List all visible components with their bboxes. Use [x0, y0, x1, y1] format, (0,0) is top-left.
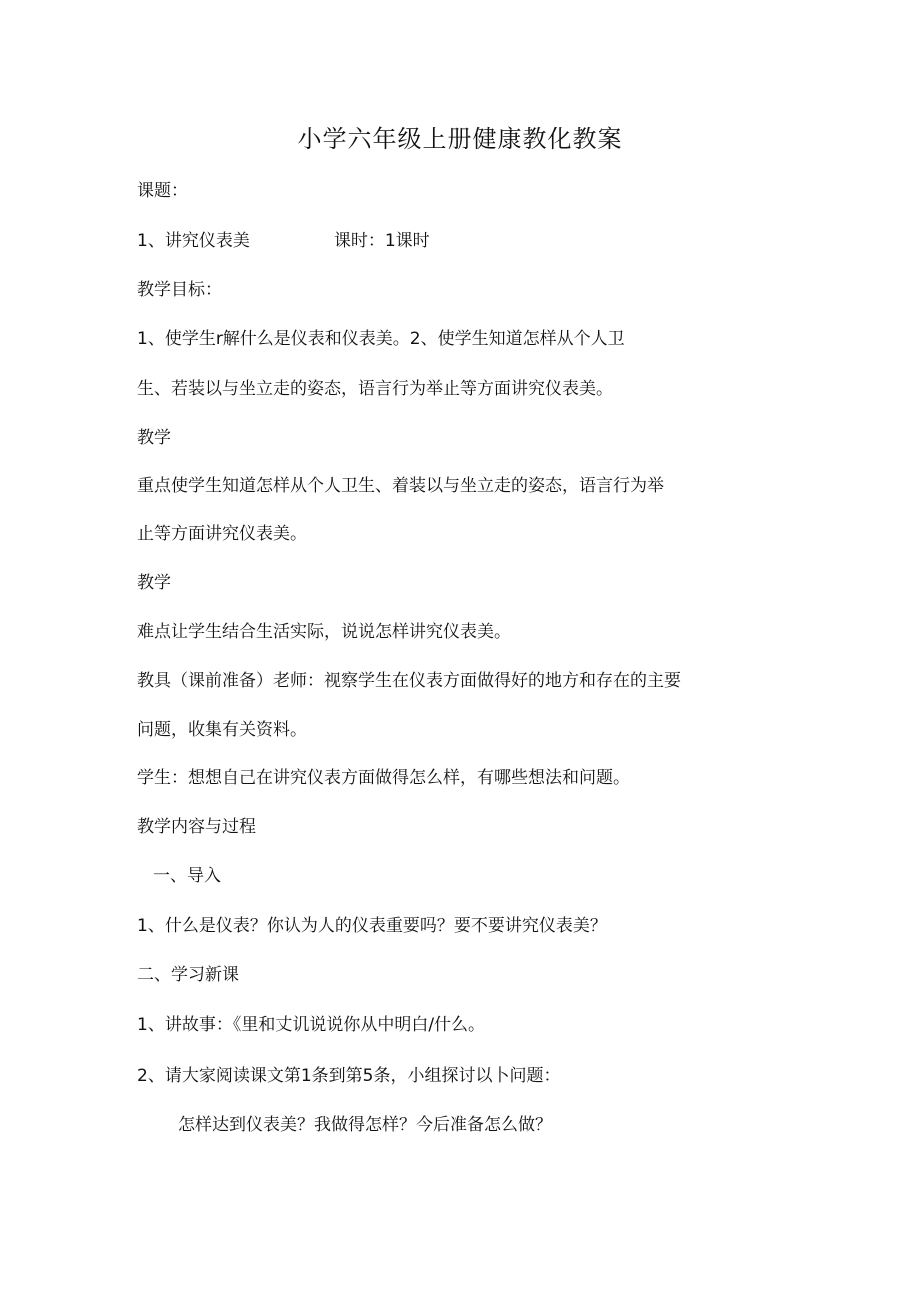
text-line: 重点使学生知道怎样从个人卫生、着装以与坐立走的姿态，语言行为举	[137, 476, 664, 496]
text-line: 教学内容与过程	[137, 817, 256, 837]
text-line: 教具（课前准备）老师：视察学生在仪表方面做得好的地方和存在的主要	[137, 671, 681, 691]
lesson-topic-row	[137, 230, 430, 252]
text-line: 教学	[137, 573, 171, 593]
text-line: 教学	[137, 428, 171, 448]
document-title: 小学六年级上册健康教化教案	[297, 125, 623, 153]
text-line: 1、讲故事：《里和丈讥说说你从中明白/什么。	[137, 1015, 486, 1035]
lesson-duration: 课时：1课时	[333, 231, 430, 251]
text-line: 一、导入	[153, 866, 221, 886]
text-line: 问题，收集有关资料。	[137, 720, 307, 740]
text-line: 教学目标：	[137, 280, 222, 300]
text-line: 止等方面讲究仪表美。	[137, 524, 307, 544]
text-line: 2、请大家阅读课文第1条到第5条，小组探讨以卜问题：	[137, 1066, 561, 1086]
text-line: 二、学习新课	[137, 965, 239, 985]
lesson-topic: 1、讲究仪表美	[137, 231, 250, 251]
text-line: 生、若装以与坐立走的姿态，语言行为举止等方面讲究仪表美。	[137, 379, 613, 399]
text-line: 怎样达到仪表美？我做得怎样？今后准备怎么做？	[178, 1115, 552, 1135]
text-line: 课题：	[137, 181, 188, 201]
text-line: 1、什么是仪表？你认为人的仪表重要吗？要不要讲究仪表美？	[137, 916, 607, 936]
text-line: 1、使学生r解什么是仪表和仪表美。2、使学生知道怎样从个人卫	[137, 329, 625, 349]
text-line: 难点让学生结合生活实际，说说怎样讲究仪表美。	[137, 622, 511, 642]
text-line: 学生：想想自己在讲究仪表方面做得怎么样，有哪些想法和问题。	[137, 768, 630, 788]
